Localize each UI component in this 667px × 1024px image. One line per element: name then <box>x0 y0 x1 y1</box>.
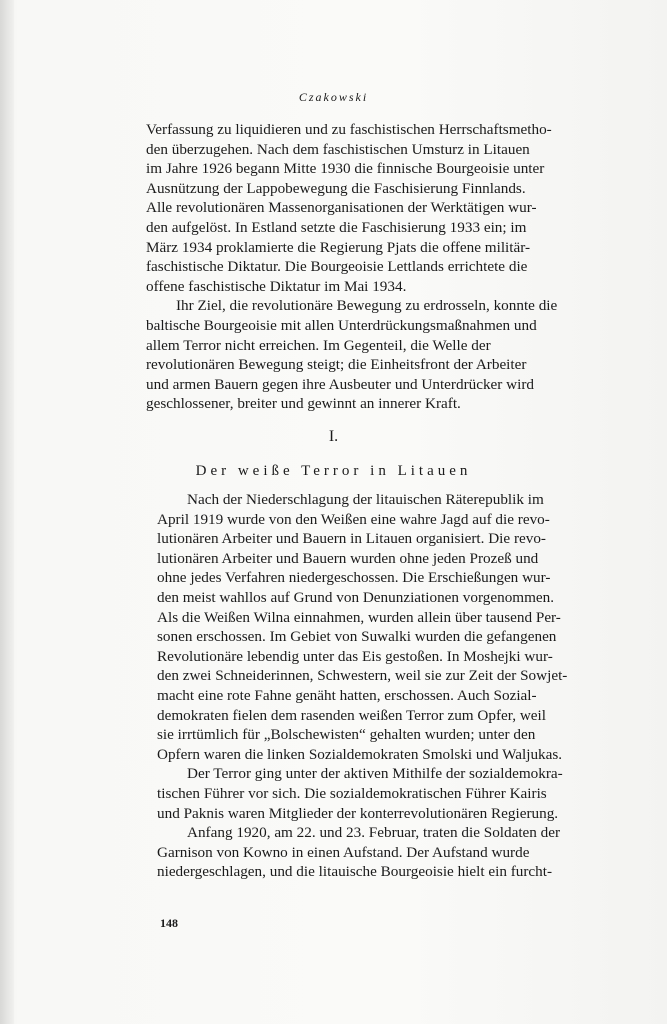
text-line: April 1919 wurde von den Weißen eine wahre Jagd auf die revo- <box>157 510 550 528</box>
text-line: den zwei Schneiderinnen, Schwestern, weil sie zur Zeit der Sowjet- <box>157 667 568 685</box>
running-header: Czakowski <box>298 90 369 104</box>
text-line: Nach der Niederschlagung der litauischen Räterepublik im <box>187 491 544 508</box>
text-line: allem Terror nicht erreichen. Im Gegenteil, die Welle der <box>146 336 491 354</box>
text-line: Alle revolutionären Massenorganisationen der Werktätigen wur- <box>146 199 537 217</box>
text-line: Garnison von Kowno in einen Aufstand. Der Aufstand wurde <box>157 843 530 861</box>
text-line: Revolutionäre lebendig unter das Eis gestoßen. In Moshejki wur- <box>157 647 553 665</box>
text-line: tischen Führer vor sich. Die sozialdemokratischen Führer Kairis <box>157 784 547 802</box>
text-line: Ihr Ziel, die revolutionäre Bewegung zu erdrosseln, konnte die <box>176 297 558 315</box>
text-line: und Paknis waren Mitglieder der konterrevolutionären Regierung. <box>157 804 559 822</box>
text-line: revolutionären Bewegung steigt; die Einheitsfront der Arbeiter <box>146 356 527 374</box>
text-line: lutionären Arbeiter und Bauern in Litauen organisiert. Die revo- <box>157 530 546 548</box>
page-number: 148 <box>160 916 178 930</box>
text-line: den aufgelöst. In Estland setzte die Faschisierung 1933 ein; im <box>146 218 527 236</box>
text-line: den meist wahllos auf Grund von Denunziationen vorgenommen. <box>157 588 555 606</box>
text-line: Der Terror ging unter der aktiven Mithilfe der sozialdemokra- <box>187 765 563 783</box>
text-line: faschistische Diktatur. Die Bourgeoisie Lettlands errichtete die <box>146 258 528 276</box>
text-line: Verfassung zu liquidieren und zu faschistischen Herrschaftsmetho- <box>146 121 552 138</box>
text-line: demokraten fielen dem rasenden weißen Terror zum Opfer, weil <box>157 706 546 724</box>
text-line: Ausnützung der Lappobewegung die Faschisierung Finnlands. <box>146 179 526 197</box>
text-line: Opfern waren die linken Sozialdemokraten Smolski und Waljukas. <box>157 745 563 763</box>
text-block-chapter <box>157 490 653 882</box>
text-line: im Jahre 1926 begann Mitte 1930 die finnische Bourgeoisie unter <box>146 160 545 178</box>
text-line: ohne jedes Verfahren niedergeschossen. Die Erschießungen wur- <box>157 569 551 587</box>
text-line: geschlossener, breiter und gewinnt an innerer Kraft. <box>146 395 461 413</box>
text-line: baltische Bourgeoisie mit allen Unterdrückungsmaßnahmen und <box>146 316 537 334</box>
chapter-number: I. <box>328 428 339 445</box>
text-line: März 1934 proklamierte die Regierung Pjats die offene militär- <box>146 238 531 256</box>
text-line: und armen Bauern gegen ihre Ausbeuter und Unterdrücker wird <box>146 375 534 393</box>
text-line: Als die Weißen Wilna einnahmen, wurden allein über tausend Per- <box>157 608 561 626</box>
text-block-intro <box>146 120 652 414</box>
text-line: den überzugehen. Nach dem faschistischen Umsturz in Litauen <box>146 140 530 158</box>
text-line: macht eine rote Fahne genäht hatten, erschossen. Auch Sozial- <box>157 686 537 704</box>
page-spine-shadow <box>0 0 14 1024</box>
text-line: Anfang 1920, am 22. und 23. Februar, traten die Soldaten der <box>187 824 561 842</box>
text-line: lutionären Arbeiter und Bauern wurden ohne jeden Prozeß und <box>157 549 539 567</box>
text-line: niedergeschlagen, und die litauische Bourgeoisie hielt ein furcht- <box>157 863 553 881</box>
text-line: sonen erschossen. Im Gebiet von Suwalki wurden die gefangenen <box>157 628 557 646</box>
chapter-title: Der weiße Terror in Litauen <box>195 463 472 479</box>
text-line: sie irrtümlich für „Bolschewisten“ gehalten wurden; unter den <box>157 726 536 744</box>
text-line: offene faschistische Diktatur im Mai 1934. <box>146 277 407 295</box>
